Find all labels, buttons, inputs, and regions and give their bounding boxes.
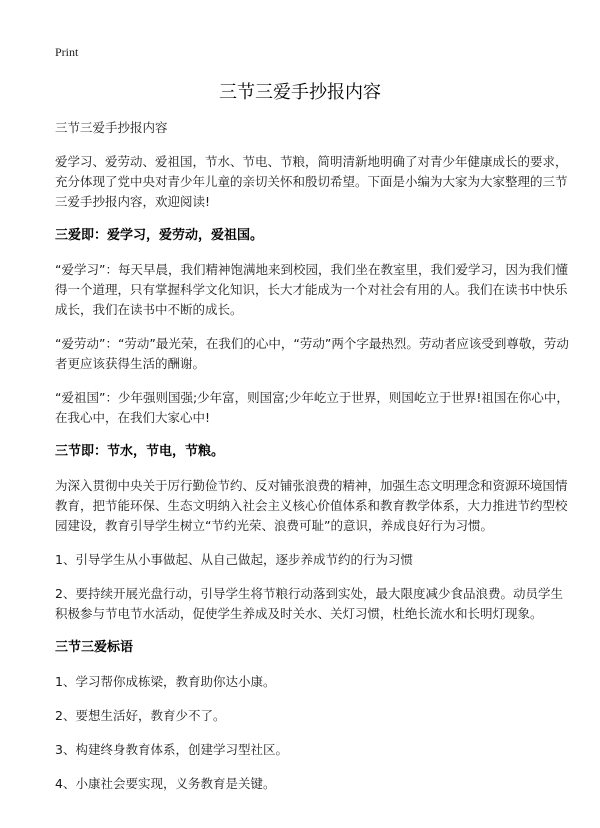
slogan-item: 2、要想生活好，教育少不了。 [55,708,226,723]
slogan-item: 4、小康社会要实现，义务教育是关键。 [55,776,276,791]
intro-paragraph: 爱学习、爱劳动、爱祖国，节水、节电、节粮，简明清新地明确了对青少年健康成长的要求，充分体现了党中央对青少年儿童的亲切关怀和殷切希望。下面是小编为大家为大家整理的三节三爱手抄报内容，欢迎阅读! [55,154,568,209]
article-subtitle: 三节三爱手抄报内容 [55,120,168,135]
article-body [55,118,575,808]
paragraph-savings-item-1: 1、引导学生从小事做起、从自己做起，逐步养成节约的行为习惯 [55,552,413,567]
section-heading-three-loves: 三爱即：爱学习，爱劳动，爱祖国。 [55,228,264,243]
paragraph-love-country: “爱祖国”：少年强则国强;少年富，则国富;少年屹立于世界，则国屹立于世界!祖国在你心中，在我心中，在我们大家心中! [55,390,569,425]
section-heading-slogans: 三节三爱标语 [55,640,134,655]
paragraph-savings-item-2: 2、要持续开展光盘行动，引导学生将节粮行动落到实处，最大限度减少食品浪费。动员学生积极参与节电节水活动，促使学生养成及时关水、关灯习惯，杜绝长流水和长明灯现象。 [55,586,563,621]
section-heading-three-savings: 三节即：节水，节电，节粮。 [55,444,225,459]
paragraph-love-labor: “爱劳动”：“劳动”最光荣，在我们的心中，“劳动”两个字最热烈。劳动者应该受到尊敬，劳动者更应该获得生活的酬谢。 [55,336,569,371]
print-link[interactable]: Print [55,45,79,59]
page-title: 三节三爱手抄报内容 [219,82,381,103]
paragraph-love-learning: “爱学习”：每天早晨，我们精神饱满地来到校园，我们坐在教室里，我们爱学习，因为我们懂得一个道理，只有掌握科学文化知识，长大才能成为一个对社会有用的人。我们在读书中快乐成长，我们在读书中不断的成长。 [55,262,568,317]
paragraph-savings-intro: 为深入贯彻中央关于厉行勤俭节约、反对铺张浪费的精神，加强生态文明理念和资源环境国情教育，把节能环保、生态文明纳入社会主义核心价值体系和教育教学体系，大力推进节约型校园建设，教育引导学生树立“节约光荣、浪费可耻”的意识，养成良好行为习惯。 [55,478,568,533]
slogan-item: 1、学习帮你成栋梁，教育助你达小康。 [55,674,276,689]
slogan-item: 3、构建终身教育体系，创建学习型社区。 [55,742,288,757]
